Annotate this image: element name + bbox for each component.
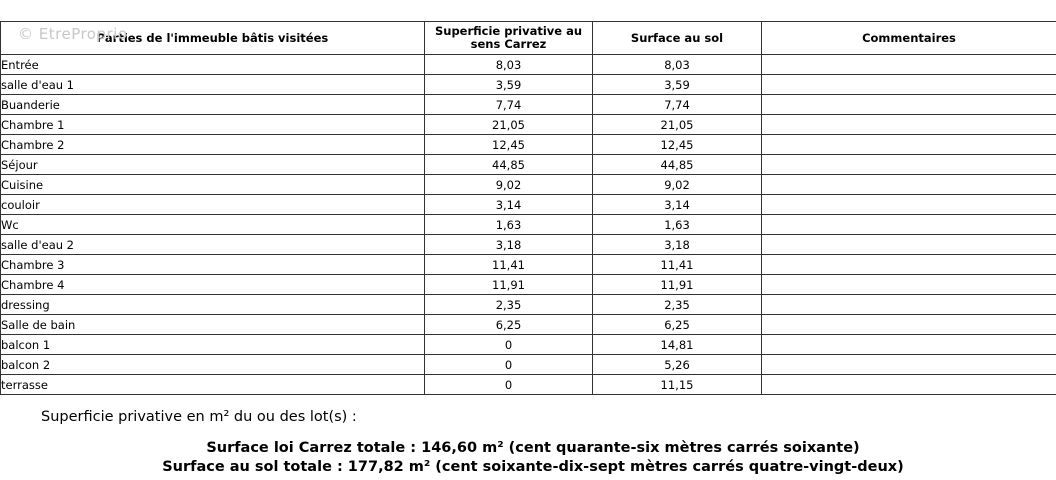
room-cell: balcon 2: [1, 355, 425, 375]
carrez-cell: 3,18: [425, 235, 593, 255]
table-row: [1, 335, 1056, 355]
room-cell: Wc: [1, 215, 425, 235]
room-cell: Buanderie: [1, 95, 425, 115]
comment-cell: [762, 295, 1056, 315]
table-row: [1, 75, 1056, 95]
floor-surface-cell: 6,25: [593, 315, 762, 335]
floor-surface-cell: 3,14: [593, 195, 762, 215]
table-row: [1, 215, 1056, 235]
room-cell: Chambre 2: [1, 135, 425, 155]
room-cell: Séjour: [1, 155, 425, 175]
comment-cell: [762, 375, 1056, 395]
table-row: [1, 55, 1056, 75]
room-cell: Cuisine: [1, 175, 425, 195]
room-cell: salle d'eau 1: [1, 75, 425, 95]
floor-surface-cell: 8,03: [593, 55, 762, 75]
table-row: [1, 355, 1056, 375]
room-cell: salle d'eau 2: [1, 235, 425, 255]
floor-surface-cell: 11,91: [593, 275, 762, 295]
table-row: [1, 255, 1056, 275]
carrez-cell: 0: [425, 355, 593, 375]
table-row: [1, 295, 1056, 315]
table-row: [1, 155, 1056, 175]
table-row: [1, 275, 1056, 295]
comment-cell: [762, 275, 1056, 295]
floor-surface-cell: 3,59: [593, 75, 762, 95]
comment-cell: [762, 335, 1056, 355]
room-cell: Salle de bain: [1, 315, 425, 335]
carrez-cell: 9,02: [425, 175, 593, 195]
floor-surface-cell: 7,74: [593, 95, 762, 115]
total-carrez: Surface loi Carrez totale : 146,60 m² (cent quarante-six mètres carrés soixante): [206, 440, 860, 456]
table-row: [1, 135, 1056, 155]
room-cell: Chambre 3: [1, 255, 425, 275]
comment-cell: [762, 115, 1056, 135]
carrez-cell: 0: [425, 335, 593, 355]
comment-cell: [762, 95, 1056, 115]
floor-surface-cell: 5,26: [593, 355, 762, 375]
floor-surface-cell: 44,85: [593, 155, 762, 175]
floor-surface-cell: 21,05: [593, 115, 762, 135]
floor-surface-cell: 2,35: [593, 295, 762, 315]
carrez-cell: 44,85: [425, 155, 593, 175]
room-cell: balcon 1: [1, 335, 425, 355]
header-floor-surface: Surface au sol: [593, 22, 762, 55]
carrez-cell: 0: [425, 375, 593, 395]
carrez-cell: 11,91: [425, 275, 593, 295]
carrez-cell: 21,05: [425, 115, 593, 135]
carrez-cell: 3,59: [425, 75, 593, 95]
surfaces-table: [0, 21, 1056, 395]
comment-cell: [762, 195, 1056, 215]
carrez-cell: 1,63: [425, 215, 593, 235]
floor-surface-cell: 3,18: [593, 235, 762, 255]
table-row: [1, 115, 1056, 135]
floor-surface-cell: 9,02: [593, 175, 762, 195]
comment-cell: [762, 215, 1056, 235]
comment-cell: [762, 135, 1056, 155]
room-cell: Chambre 1: [1, 115, 425, 135]
table-row: [1, 235, 1056, 255]
table-body: [1, 55, 1056, 395]
table-row: [1, 195, 1056, 215]
comment-cell: [762, 315, 1056, 335]
table-row: [1, 95, 1056, 115]
total-floor-surface: Surface au sol totale : 177,82 m² (cent soixante-dix-sept mètres carrés quatre-vingt-deux): [162, 459, 904, 475]
comment-cell: [762, 175, 1056, 195]
floor-surface-cell: 1,63: [593, 215, 762, 235]
comment-cell: [762, 255, 1056, 275]
room-cell: terrasse: [1, 375, 425, 395]
header-carrez: Superficie privative au sens Carrez: [425, 22, 593, 55]
floor-surface-cell: 14,81: [593, 335, 762, 355]
comment-cell: [762, 235, 1056, 255]
carrez-cell: 11,41: [425, 255, 593, 275]
room-cell: couloir: [1, 195, 425, 215]
floor-surface-cell: 12,45: [593, 135, 762, 155]
table-row: [1, 315, 1056, 335]
room-cell: dressing: [1, 295, 425, 315]
table-row: [1, 175, 1056, 195]
room-cell: Chambre 4: [1, 275, 425, 295]
comment-cell: [762, 155, 1056, 175]
carrez-cell: 8,03: [425, 55, 593, 75]
room-cell: Entrée: [1, 55, 425, 75]
floor-surface-cell: 11,41: [593, 255, 762, 275]
carrez-cell: 3,14: [425, 195, 593, 215]
watermark-logo: © EtreProprio: [18, 25, 128, 43]
carrez-cell: 12,45: [425, 135, 593, 155]
carrez-cell: 2,35: [425, 295, 593, 315]
comment-cell: [762, 355, 1056, 375]
header-rooms: Parties de l'immeuble bâtis visitées: [1, 22, 425, 55]
summary-intro: Superficie privative en m² du ou des lot(s) :: [41, 409, 357, 425]
header-comments: Commentaires: [762, 22, 1056, 55]
table-header-row: [1, 22, 1056, 55]
carrez-cell: 6,25: [425, 315, 593, 335]
carrez-cell: 7,74: [425, 95, 593, 115]
comment-cell: [762, 55, 1056, 75]
floor-surface-cell: 11,15: [593, 375, 762, 395]
comment-cell: [762, 75, 1056, 95]
table-row: [1, 375, 1056, 395]
